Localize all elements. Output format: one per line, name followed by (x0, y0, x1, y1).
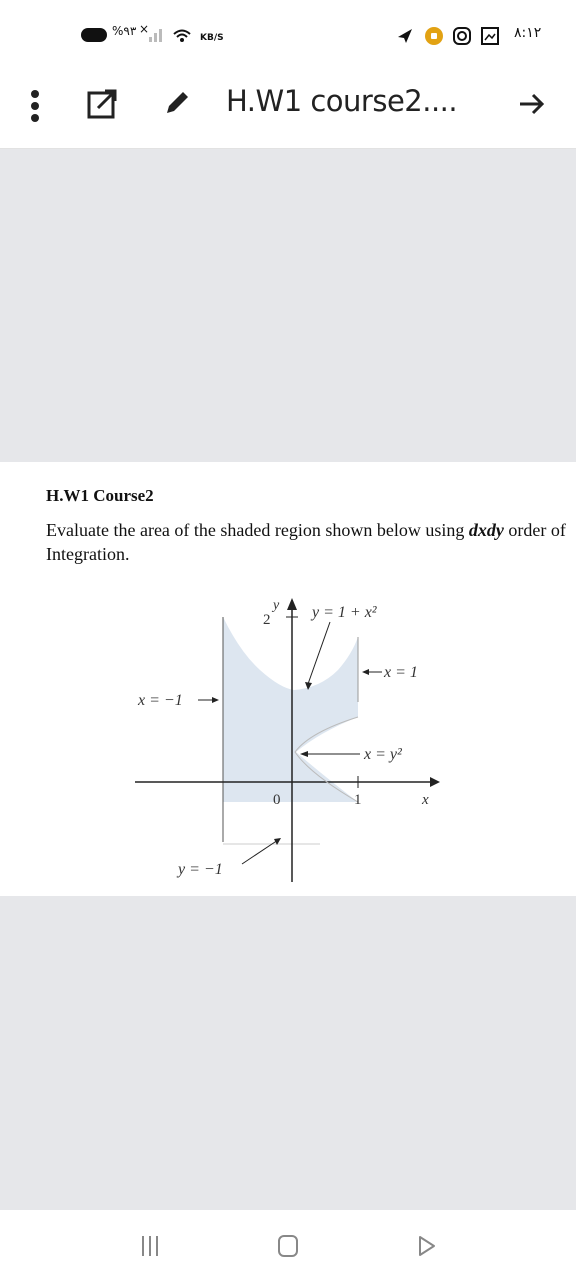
forward-arrow-icon[interactable] (516, 88, 548, 120)
recent-apps-icon[interactable] (138, 1234, 162, 1258)
no-signal-mark: × (139, 22, 150, 36)
status-bar (0, 0, 576, 70)
network-speed: KB/S (200, 33, 224, 43)
tick-x-1-label: 1 (354, 792, 362, 808)
document-page (0, 462, 576, 896)
y-axis-label: y (273, 598, 280, 613)
system-nav-bar (0, 1210, 576, 1280)
edit-pencil-icon[interactable] (162, 88, 192, 118)
tick-origin-label: 0 (273, 792, 281, 808)
clock: ۸:۱۲ (514, 25, 542, 41)
question-emphasis: dxdy (468, 520, 504, 540)
home-icon[interactable] (276, 1234, 300, 1258)
label-y-eq-minus1: y = −1 (178, 861, 223, 878)
viewer-background-bottom (0, 896, 576, 1210)
battery-percent: %۹۳ (112, 24, 137, 38)
question-text-start: Evaluate the area of the shaded region shown below using (46, 520, 469, 540)
signal-icon (148, 27, 164, 43)
label-x-eq-y2: x = y² (364, 746, 402, 763)
y-axis-arrow (287, 598, 297, 610)
pointer-parabola (308, 622, 330, 684)
label-parabola: y = 1 + x² (312, 604, 377, 621)
back-icon[interactable] (414, 1234, 438, 1258)
pointer-x-eq-minus1-head (212, 697, 219, 703)
send-icon (396, 27, 414, 45)
document-question (46, 518, 566, 566)
open-external-icon[interactable] (86, 88, 118, 120)
instagram-icon (452, 26, 472, 46)
notification-app-icon (424, 26, 444, 46)
region-figure (120, 592, 460, 892)
x-axis-label: x (422, 792, 429, 808)
app-bar (0, 70, 576, 149)
document-heading: H.W1 Course2 (46, 486, 154, 505)
gallery-icon (480, 26, 500, 46)
question-text-end: order of Integration. (46, 520, 566, 564)
tick-y-2-label: 2 (263, 612, 271, 628)
viewer-background-top (0, 149, 576, 462)
document-title: H.W1 course2.... (226, 84, 458, 118)
pointer-x-eq-1-head (362, 669, 369, 675)
wifi-icon (172, 28, 192, 44)
label-x-eq-1: x = 1 (384, 664, 418, 681)
more-options-icon[interactable] (29, 88, 41, 124)
battery-icon (80, 27, 110, 43)
x-axis-arrow (430, 777, 440, 787)
label-x-eq-minus1: x = −1 (138, 692, 183, 709)
